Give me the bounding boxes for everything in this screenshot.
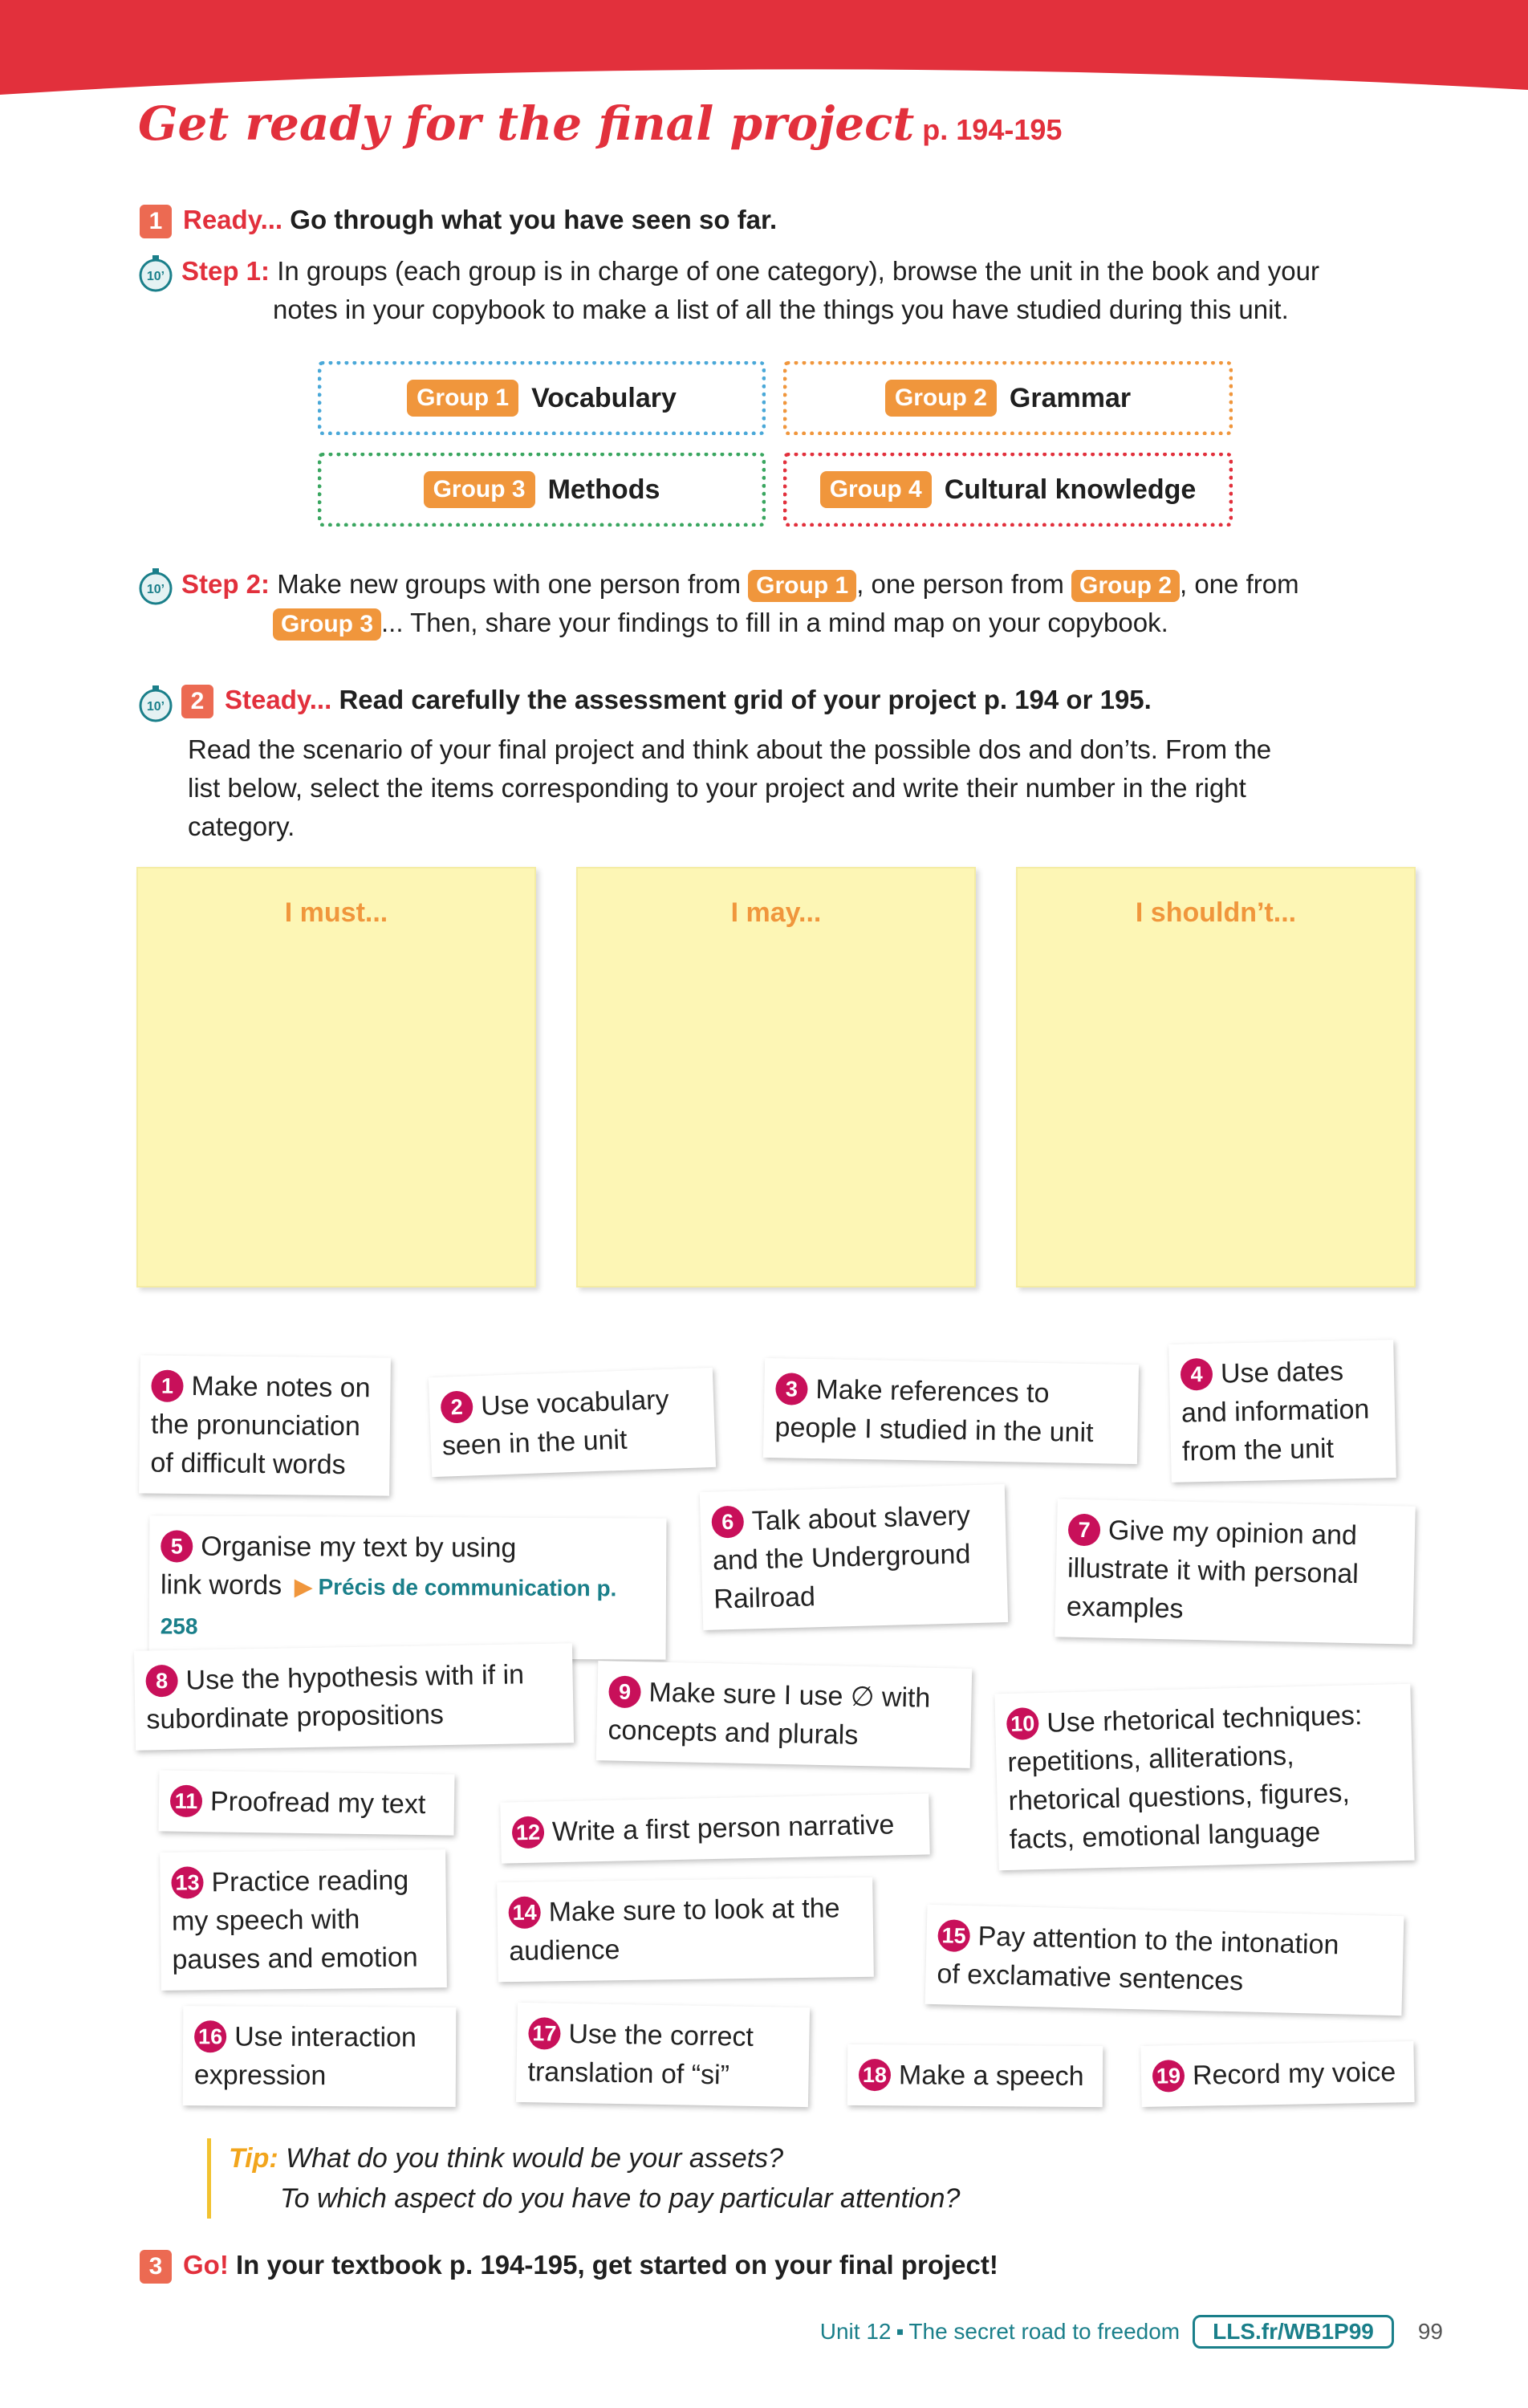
- footer-separator: ▪: [896, 2319, 904, 2344]
- section-3-text: In your textbook p. 194-195, get started on your final project!: [236, 2250, 998, 2280]
- item-number: 7: [1068, 1514, 1101, 1547]
- item-number: 19: [1152, 2060, 1185, 2093]
- item-text: Organise my text by using: [201, 1531, 517, 1564]
- item-text: illustrate it with personal: [1067, 1552, 1359, 1590]
- step-2-group-3-badge: Group 3: [273, 608, 381, 641]
- section-2-paragraph-line-2: list below, select the items corresponding to your project and write their number in the right: [188, 773, 1246, 803]
- group-2-badge: Group 2: [885, 380, 997, 417]
- group-4-label: Cultural knowledge: [944, 474, 1197, 505]
- item-card-4: [1168, 1340, 1396, 1483]
- item-card-10: [994, 1684, 1414, 1871]
- item-number: 3: [775, 1373, 808, 1405]
- item-card-11: [158, 1770, 454, 1835]
- step-1-label: Step 1:: [181, 256, 270, 286]
- item-text: subordinate propositions: [146, 1699, 445, 1735]
- item-text: examples: [1066, 1591, 1184, 1625]
- item-text: Make references to: [815, 1374, 1050, 1409]
- item-card-7: [1055, 1499, 1416, 1644]
- item-text: seen in the unit: [441, 1424, 628, 1462]
- timer-icon: [136, 684, 175, 722]
- timer-label: 10’: [146, 583, 165, 596]
- reference-text: Précis de communication p. 258: [160, 1574, 617, 1639]
- page-number: 99: [1417, 2319, 1443, 2344]
- item-text: link words: [160, 1569, 282, 1601]
- item-text: Use the hypothesis with if in: [185, 1659, 525, 1696]
- timer-label: 10’: [146, 700, 165, 714]
- timer-label: 10’: [146, 270, 165, 283]
- group-1-badge: Group 1: [407, 380, 518, 417]
- item-text: Write a first person narrative: [551, 1809, 895, 1848]
- item-text: rhetorical questions, figures,: [1008, 1777, 1351, 1816]
- step-2-text-c: , one from: [1180, 569, 1299, 599]
- step-2-text-b: , one person from: [856, 569, 1064, 599]
- footer-unit: Unit 12: [819, 2319, 892, 2344]
- item-text: Proofread my text: [209, 1786, 426, 1820]
- step-2-line-2: [273, 604, 1168, 642]
- sticky-note-shouldnt[interactable]: [1016, 867, 1416, 1287]
- title-pages: p. 194-195: [922, 113, 1063, 146]
- item-number: 18: [859, 2059, 891, 2091]
- item-number: 6: [711, 1506, 744, 1539]
- item-text: repetitions, alliterations,: [1007, 1740, 1295, 1778]
- item-card-16: [183, 2006, 457, 2107]
- item-number: 17: [528, 2017, 561, 2050]
- group-2-label: Grammar: [1009, 382, 1132, 413]
- item-text: Give my opinion and: [1107, 1515, 1358, 1552]
- item-text: concepts and plurals: [608, 1714, 859, 1751]
- tip-box: [207, 2138, 960, 2219]
- section-3-label: Go!: [183, 2250, 229, 2280]
- group-3-badge: Group 3: [424, 471, 535, 508]
- item-card-8: [134, 1643, 574, 1751]
- section-1-heading: [140, 201, 777, 239]
- item-card-6: [700, 1484, 1008, 1630]
- step-2-line-1: [181, 565, 1299, 604]
- step-2-text-d: ... Then, share your findings to fill in a mind map on your copybook.: [381, 608, 1168, 637]
- item-text: of exclamative sentences: [937, 1959, 1244, 1997]
- section-1-text: Go through what you have seen so far.: [290, 205, 778, 234]
- tip-label: Tip:: [229, 2143, 278, 2174]
- item-card-18: [847, 2044, 1103, 2107]
- item-number: 15: [937, 1919, 970, 1952]
- group-box-2: [783, 361, 1233, 435]
- item-text: Use dates: [1220, 1356, 1344, 1389]
- item-number: 8: [145, 1665, 178, 1698]
- item-card-1: [139, 1355, 391, 1495]
- item-text: my speech with: [171, 1904, 360, 1937]
- item-number: 9: [608, 1675, 641, 1708]
- item-text: Make sure to look at the: [548, 1893, 840, 1928]
- item-number: 2: [441, 1390, 473, 1423]
- timer-icon: [136, 254, 175, 292]
- item-number: 5: [161, 1530, 193, 1562]
- section-3-heading: [140, 2246, 998, 2284]
- step-1-line-1: [181, 252, 1319, 291]
- timer-icon: [136, 567, 175, 605]
- item-card-3: [763, 1358, 1139, 1464]
- header-band: [0, 0, 1528, 95]
- item-text: Talk about slavery: [751, 1500, 971, 1537]
- item-card-19: [1140, 2041, 1414, 2107]
- item-text: audience: [509, 1934, 620, 1967]
- item-card-17: [516, 2003, 810, 2107]
- item-number: 10: [1006, 1707, 1039, 1740]
- group-box-4: [783, 453, 1233, 527]
- item-text: facts, emotional language: [1009, 1816, 1321, 1855]
- step-2-text-a: Make new groups with one person from: [277, 569, 741, 599]
- item-text: and the Underground: [712, 1539, 971, 1576]
- item-card-9: [596, 1661, 972, 1768]
- play-arrow-icon: ▶: [295, 1574, 312, 1600]
- title-text: Get ready for the final project: [138, 96, 915, 151]
- footer-title: The secret road to freedom: [908, 2319, 1181, 2344]
- item-number: 12: [512, 1816, 545, 1849]
- section-3-number: 3: [140, 2250, 172, 2284]
- section-2-paragraph-line-3: category.: [188, 811, 295, 841]
- item-text: of difficult words: [150, 1447, 346, 1481]
- item-text: from the unit: [1181, 1433, 1335, 1467]
- section-2-text: Read carefully the assessment grid of your project p. 194 or 195.: [339, 685, 1152, 714]
- note-label: I shouldn’t...: [1135, 897, 1297, 928]
- page-title: [138, 96, 1062, 151]
- step-1-line-2: notes in your copybook to make a list of all the things you have studied during this unit.: [273, 295, 1289, 324]
- section-1-label: Ready...: [183, 205, 283, 234]
- item-text: Use interaction: [234, 2021, 417, 2053]
- item-card-5: [149, 1515, 667, 1659]
- item-text: pauses and emotion: [172, 1942, 418, 1975]
- note-label: I may...: [730, 897, 822, 928]
- item-text: Pay attention to the intonation: [977, 1921, 1339, 1961]
- step-2-label: Step 2:: [181, 569, 270, 599]
- item-card-2: [429, 1368, 716, 1477]
- section-1-number: 1: [140, 205, 172, 238]
- group-3-label: Methods: [547, 474, 660, 505]
- item-number: 4: [1181, 1358, 1213, 1391]
- item-text: Make sure I use ∅ with: [648, 1677, 931, 1714]
- item-text: expression: [193, 2060, 327, 2092]
- step-2-group-1-badge: Group 1: [748, 570, 856, 602]
- item-text: the pronunciation: [150, 1409, 361, 1442]
- item-text: Record my voice: [1192, 2056, 1396, 2091]
- item-number: 14: [508, 1897, 541, 1930]
- item-text: people I studied in the unit: [774, 1412, 1094, 1449]
- tip-line-1: What do you think would be your assets?: [286, 2143, 784, 2174]
- group-4-badge: Group 4: [820, 471, 932, 508]
- item-text: Make notes on: [191, 1371, 371, 1404]
- item-text: Railroad: [713, 1581, 816, 1615]
- footer-link[interactable]: LLS.fr/WB1P99: [1193, 2315, 1394, 2349]
- sticky-note-may[interactable]: [576, 867, 976, 1287]
- item-text: translation of “si”: [527, 2056, 730, 2091]
- item-card-14: [497, 1877, 874, 1983]
- item-number: 16: [194, 2020, 226, 2052]
- item-number: 11: [170, 1785, 203, 1818]
- item-text: Make a speech: [898, 2060, 1084, 2092]
- group-1-label: Vocabulary: [531, 382, 677, 413]
- item-number: 13: [171, 1866, 203, 1898]
- item-card-12: [500, 1793, 929, 1863]
- item-text: and information: [1181, 1393, 1370, 1429]
- group-box-1: [318, 361, 766, 435]
- item-number: 1: [151, 1370, 183, 1402]
- item-card-13: [160, 1849, 447, 1991]
- tip-line-2: To which aspect do you have to pay particular attention?: [280, 2183, 961, 2214]
- item-text: Use rhetorical techniques:: [1046, 1700, 1363, 1739]
- sticky-note-must[interactable]: [136, 867, 536, 1287]
- step-1-text-1: In groups (each group is in charge of one category), browse the unit in the book and your: [277, 256, 1319, 286]
- group-box-3: [318, 453, 766, 527]
- section-2-number: 2: [181, 685, 213, 718]
- section-2-paragraph-line-1: Read the scenario of your final project and think about the possible dos and don’ts. From the: [188, 734, 1272, 764]
- item-text: Practice reading: [211, 1865, 409, 1898]
- section-2-heading: [181, 681, 1152, 719]
- note-label: I must...: [284, 897, 388, 928]
- page-footer: [820, 2315, 1443, 2349]
- section-2-label: Steady...: [225, 685, 332, 714]
- item-text: Use vocabulary: [480, 1384, 670, 1422]
- item-card-15: [925, 1905, 1404, 2015]
- item-text: Use the correct: [568, 2018, 754, 2052]
- step-2-group-2-badge: Group 2: [1071, 570, 1180, 602]
